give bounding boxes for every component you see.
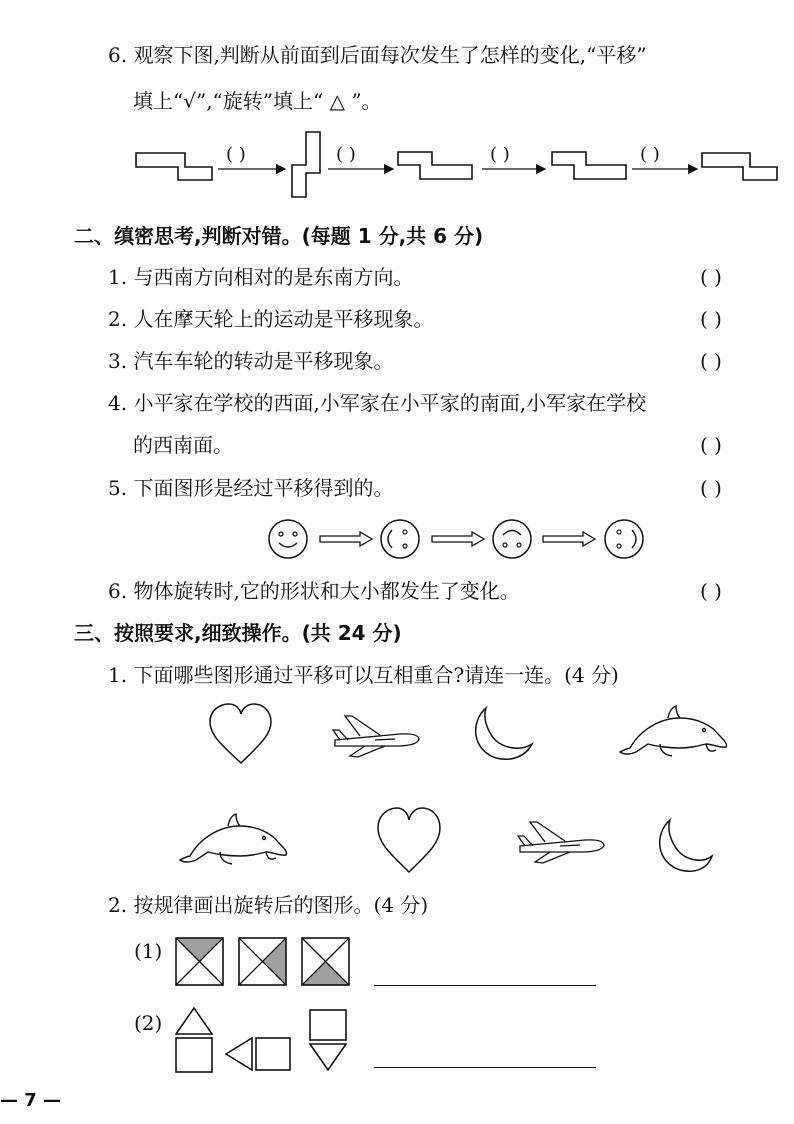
s3-q2: 2. 按规律画出旋转后的图形。(4 分) bbox=[108, 893, 429, 917]
section2-title: 二、缜密思考,判断对错。(每题 1 分,共 6 分) bbox=[74, 224, 484, 248]
hollow-arrow-1 bbox=[320, 532, 372, 546]
s2-answer-3[interactable]: ( ) bbox=[700, 349, 722, 373]
matching-row-bottom bbox=[0, 800, 794, 890]
house-shape-down bbox=[310, 1010, 346, 1070]
crescent-moon-icon bbox=[660, 820, 712, 871]
upside-down-face-icon bbox=[493, 520, 531, 558]
s2-answer-6[interactable]: ( ) bbox=[700, 579, 722, 603]
s2-answer-4[interactable]: ( ) bbox=[700, 433, 722, 457]
s2-answer-1[interactable]: ( ) bbox=[700, 265, 722, 289]
house-shape-left bbox=[226, 1038, 290, 1070]
s2-answer-5[interactable]: ( ) bbox=[700, 476, 722, 500]
square-1 bbox=[176, 938, 223, 985]
page-number: — 7 — bbox=[0, 1090, 62, 1111]
rotation-squares bbox=[0, 932, 794, 992]
s3-q1: 1. 下面哪些图形通过平移可以互相重合?请连一连。(4 分) bbox=[108, 663, 619, 687]
heart-icon bbox=[378, 808, 440, 872]
step-shape-1 bbox=[136, 153, 212, 180]
dolphin-icon bbox=[620, 706, 727, 756]
rotated-face-icon bbox=[381, 520, 419, 558]
rotated-face-right-icon bbox=[605, 520, 643, 558]
q6-line1: 6. 观察下图,判断从前面到后面每次发生了怎样的变化,“平移” bbox=[108, 43, 647, 67]
step-shape-3 bbox=[398, 152, 472, 179]
hollow-arrow-2 bbox=[432, 532, 484, 546]
step-shape-2 bbox=[292, 132, 320, 197]
matching-row-top bbox=[0, 700, 794, 790]
s2-item-3: 3. 汽车车轮的转动是平移现象。 bbox=[108, 349, 394, 373]
blank-4[interactable]: ( ) bbox=[640, 144, 660, 165]
crescent-moon-icon bbox=[476, 708, 532, 759]
step-shape-4 bbox=[552, 152, 626, 179]
q6-line2: 填上“√”,“旋转”填上“ △ ”。 bbox=[133, 89, 382, 113]
blank-3[interactable]: ( ) bbox=[490, 144, 510, 165]
s2-item-5: 5. 下面图形是经过平移得到的。 bbox=[108, 476, 394, 500]
square-3 bbox=[302, 938, 349, 985]
section3-title: 三、按照要求,细致操作。(共 24 分) bbox=[74, 621, 402, 645]
s2-item-2: 2. 人在摩天轮上的运动是平移现象。 bbox=[108, 307, 434, 331]
house-shape-up bbox=[176, 1008, 212, 1072]
answer-line-1[interactable] bbox=[374, 985, 596, 986]
s2-answer-2[interactable]: ( ) bbox=[700, 307, 722, 331]
heart-icon bbox=[210, 704, 271, 763]
answer-line-2[interactable] bbox=[374, 1067, 596, 1068]
smiley-face-icon bbox=[269, 520, 307, 558]
blank-1[interactable]: ( ) bbox=[226, 144, 246, 165]
sub2-label: (2) bbox=[134, 1011, 163, 1035]
blank-2[interactable]: ( ) bbox=[336, 144, 356, 165]
s2-item-4-cont: 的西南面。 bbox=[133, 433, 233, 457]
step-shape-5 bbox=[702, 153, 777, 180]
airplane-icon bbox=[518, 822, 604, 863]
s2-item-4: 4. 小平家在学校的西面,小军家在小平家的南面,小军家在学校 bbox=[108, 391, 647, 415]
dolphin-icon bbox=[180, 814, 287, 864]
shape-sequence bbox=[0, 125, 794, 205]
s2-item-6: 6. 物体旋转时,它的形状和大小都发生了变化。 bbox=[108, 579, 520, 603]
sub1-label: (1) bbox=[134, 939, 163, 963]
hollow-arrow-3 bbox=[543, 532, 595, 546]
face-sequence bbox=[0, 515, 794, 565]
rotation-houses bbox=[0, 1004, 794, 1084]
square-2 bbox=[239, 938, 286, 985]
airplane-icon bbox=[333, 716, 419, 757]
s2-item-1: 1. 与西南方向相对的是东南方向。 bbox=[108, 265, 414, 289]
